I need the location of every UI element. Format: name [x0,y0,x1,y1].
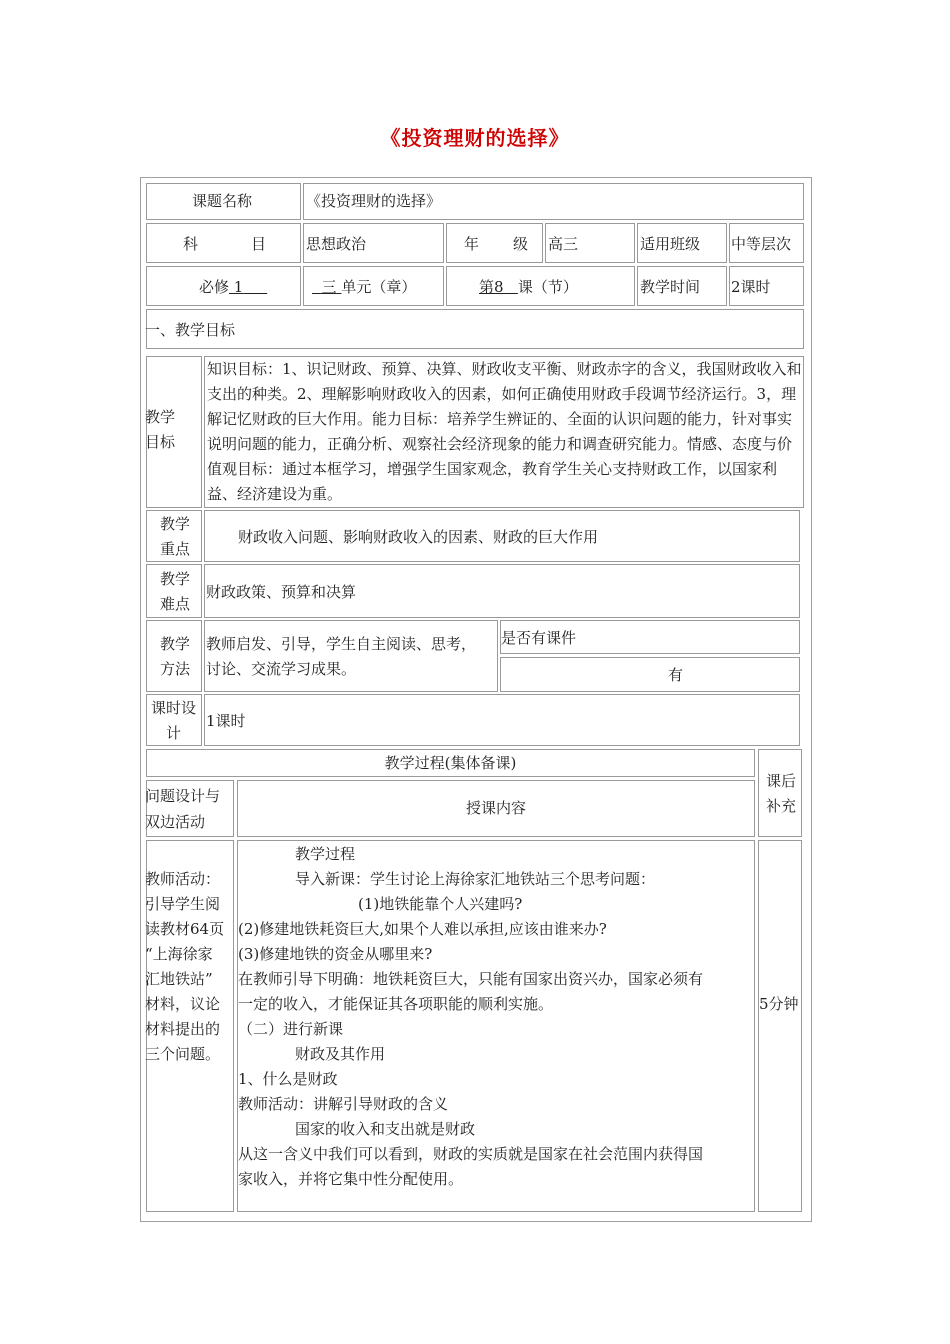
class-label-cell [637,223,727,263]
time-note-cell [758,840,802,1212]
method-label-2: 方法 [160,660,191,678]
goals-heading-cell [146,309,804,349]
content-line: 国家的收入和支出就是财政 [295,1120,476,1138]
subject-value-cell [303,223,444,263]
time-value: 2课时 [731,278,771,296]
time-label: 教学时间 [640,278,701,296]
content-cell [237,840,755,1212]
grade-label-cell [446,223,543,263]
goals-label-1: 教学 [145,408,176,426]
method-label-1: 教学 [160,635,191,653]
method-text-cell [204,620,498,692]
content-line: 教师活动：讲解引导财政的含义 [238,1095,449,1113]
goals-label-2: 目标 [145,433,176,451]
content-line: 1、什么是财政 [238,1070,338,1088]
activity-line: 汇地铁站” [145,970,213,988]
process-heading-cell [146,749,755,777]
course-name-value: 《投资理财的选择》 [306,192,442,210]
hours-label-2: 计 [166,724,182,742]
after-class-label-2: 补充 [766,797,797,815]
course-name-label-cell [146,183,301,220]
time-label-cell [637,266,727,306]
courseware-value-cell [500,657,800,692]
activity-line: 引导学生阅 [145,895,221,913]
grade-label-a: 年 [464,235,480,253]
difficulties-label-cell [146,564,202,618]
content-line: （二）进行新课 [238,1020,344,1038]
courseware-value: 有 [668,666,684,684]
subject-value: 思想政治 [306,235,367,253]
left-header-2: 双边活动 [145,813,206,831]
goals-text: 知识目标：1、识记财政、预算、决算、财政收支平衡、财政赤字的含义，我国财政收入和支出的种类。2、理解影响财政收入的因素，如何正确使用财政手段调节经济运行。3，理解记忆财政的巨大作用。能力目标：培养学生辨证的、全面的认识问题的能力，针对事实说明问题的能力，正确分析、观察社会经济现象的能力和调查研究能力。情感、态度与价值观目标：通过本框学习，增强学生国家观念，教育学生关心支持财政工作，以国家利益、经济建设为重。 [207,360,802,503]
page-title: 《投资理财的选择》 [380,126,570,150]
content-line: 导入新课：学生讨论上海徐家汇地铁站三个思考问题： [295,870,656,888]
goals-label-cell [146,356,202,508]
class-value: 中等层次 [731,235,792,253]
hours-label-cell [146,694,202,746]
mid-header-cell [237,780,755,837]
content-line: 在教师引导下明确：地铁耗资巨大，只能有国家出资兴办，国家必须有 [238,970,704,988]
mid-header: 授课内容 [465,799,526,817]
unit-suffix: 单元（章） [341,278,417,296]
goals-heading: 一、教学目标 [145,321,236,339]
after-class-label-1: 课后 [766,772,797,790]
class-label: 适用班级 [640,235,701,253]
activity-cell [146,840,234,1212]
activity-line: 教师活动： [145,870,221,888]
content-line: (3)修建地铁的资金从哪里来? [238,945,433,963]
subject-label-a: 科 [183,235,199,253]
time-note: 5分钟 [759,995,799,1013]
difficulties-text-cell [204,564,800,618]
book-number: 1 [233,278,244,296]
activity-line: 材料，议论 [145,995,221,1013]
lesson-cell [446,266,635,306]
class-value-cell [729,223,804,263]
subject-label-cell [146,223,301,263]
grade-value: 高三 [548,235,579,253]
method-label-cell [146,620,202,692]
time-value-cell [729,266,804,306]
lesson-suffix: 课（节） [517,278,578,296]
left-header-1: 问题设计与 [145,787,221,805]
content-line: 财政及其作用 [295,1045,386,1063]
lesson-number: 第8 [479,278,504,296]
content-line: (1)地铁能靠个人兴建吗? [358,895,523,913]
difficulties-label-2: 难点 [160,595,191,613]
left-header-cell [146,780,234,837]
activity-line: “上海徐家 [145,945,213,963]
unit-cell [303,266,444,306]
difficulties-label-1: 教学 [160,570,191,588]
key-points-text-cell [204,510,800,562]
subject-label-b: 目 [251,235,267,253]
book-prefix: 必修 [199,278,230,296]
course-name-value-cell [303,183,804,220]
hours-text-cell [204,694,800,746]
grade-value-cell [545,223,635,263]
activity-line: 三个问题。 [145,1045,221,1063]
unit-number: 三 [321,278,337,296]
hours-text: 1课时 [206,712,246,730]
content-line: 从这一含义中我们可以看到，财政的实质就是国家在社会范围内获得国 [238,1145,704,1163]
courseware-label: 是否有课件 [501,629,577,647]
course-name-label: 课题名称 [192,192,253,210]
grade-label-b: 级 [513,235,529,253]
difficulties-text: 财政政策、预算和决算 [206,583,357,601]
courseware-label-cell [500,620,800,654]
activity-line: 读教材64页 [145,920,225,938]
content-line: (2)修建地铁耗资巨大,如果个人难以承担,应该由谁来办? [238,920,607,938]
key-points-label-2: 重点 [160,540,191,558]
content-line: 一定的收入，才能保证其各项职能的顺利实施。 [238,995,554,1013]
key-points-text: 财政收入问题、影响财政收入的因素、财政的巨大作用 [238,528,599,546]
key-points-label-1: 教学 [160,515,191,533]
content-line: 教学过程 [295,845,356,863]
after-class-cell [758,749,802,837]
process-heading: 教学过程(集体备课) [384,754,517,772]
content-line: 家收入，并将它集中性分配使用。 [238,1170,464,1188]
activity-line: 材料提出的 [145,1020,221,1038]
key-points-label-cell [146,510,202,562]
goals-text-cell [204,356,804,508]
book-cell [146,266,301,306]
hours-label-1: 课时设 [151,699,197,717]
method-text: 教师启发、引导，学生自主阅读、思考，讨论、交流学习成果。 [206,635,477,678]
